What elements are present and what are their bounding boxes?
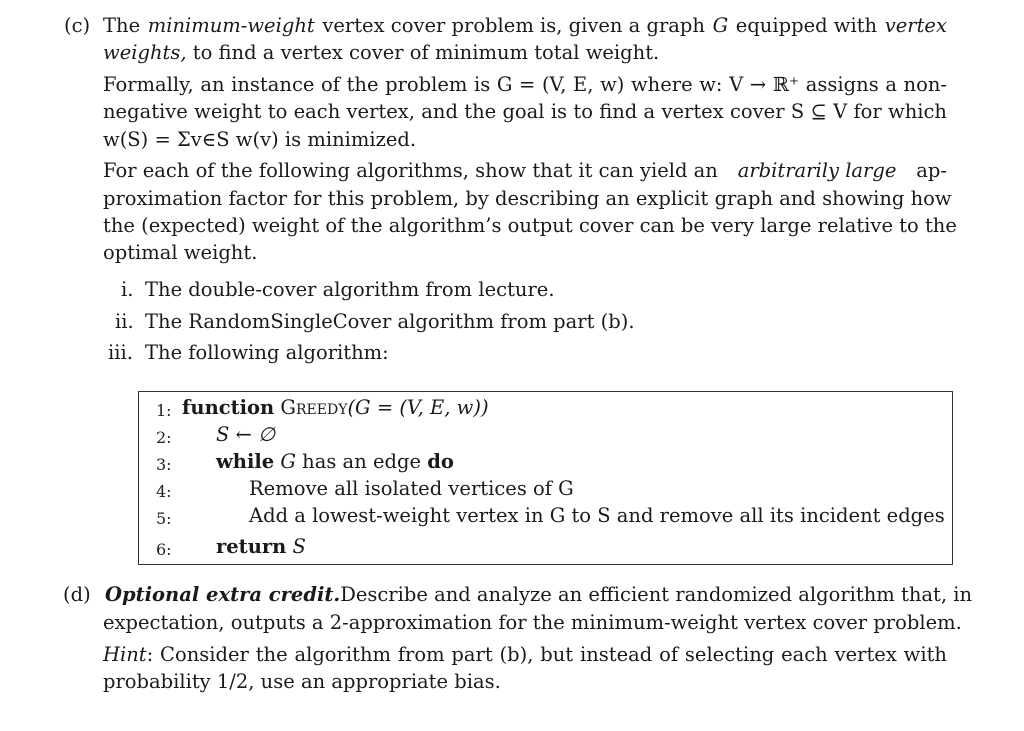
part-d-line1: Optional extra credit. Describe and analyze an efficient randomized algorithm that, in [105,583,973,606]
part-c-p3-line4: optimal weight. [103,241,258,264]
list-item-number: i. [121,278,134,301]
part-c-p2-line3: w(S) = Σv∈S w(v) is minimized. [103,128,417,151]
line-number: 5: [156,509,172,528]
line-number: 4: [156,482,172,501]
algo-line-2: S ← ∅ [216,423,276,446]
part-c-p2-line2: negative weight to each vertex, and the goal is to find a vertex cover S ⊆ V for which [103,100,947,123]
algo-line-4: Remove all isolated vertices of G [249,477,574,500]
list-item-number: ii. [115,310,134,333]
part-c-label: (c) [64,14,91,37]
part-d-line3: Hint : Consider the algorithm from part (b), but instead of selecting each vertex with [103,643,947,666]
part-c-p3-line2: proximation factor for this problem, by describing an explicit graph and showing how [103,187,952,210]
line-number: 1: [156,401,172,420]
algo-line-3: while G has an edge do [216,450,454,473]
part-c-p1-line1: The minimum-weight vertex cover problem is, given a graph G equipped with vertex [103,14,947,37]
algorithm-box [138,391,953,565]
algo-line-5: Add a lowest-weight vertex in G to S and remove all its incident edges [249,504,945,527]
algo-line-1: function Greedy(G = (V, E, w)) [182,396,489,419]
part-c-p3-line1: For each of the following algorithms, show that it can yield an arbitrarily large ap- [103,159,947,182]
part-d-label: (d) [63,583,91,606]
line-number: 6: [156,540,172,559]
part-c-p1-line2: weights, to find a vertex cover of minimum total weight. [103,41,660,64]
list-item-text: The following algorithm: [145,341,389,364]
part-d-line4: probability 1/2, use an appropriate bias. [103,670,501,693]
part-c-p3-line3: the (expected) weight of the algorithm’s output cover can be very large relative to the [103,214,957,237]
line-number: 2: [156,428,172,447]
algo-line-6: return S [216,535,306,558]
list-item-text: The RandomSingleCover algorithm from part (b). [145,310,635,333]
part-c-p2-line1: Formally, an instance of the problem is G = (V, E, w) where w: V → ℝ⁺ assigns a non- [103,73,947,96]
list-item-text: The double-cover algorithm from lecture. [145,278,555,301]
part-d-line2: expectation, outputs a 2-approximation for the minimum-weight vertex cover problem. [103,611,962,634]
list-item-number: iii. [108,341,133,364]
line-number: 3: [156,455,172,474]
